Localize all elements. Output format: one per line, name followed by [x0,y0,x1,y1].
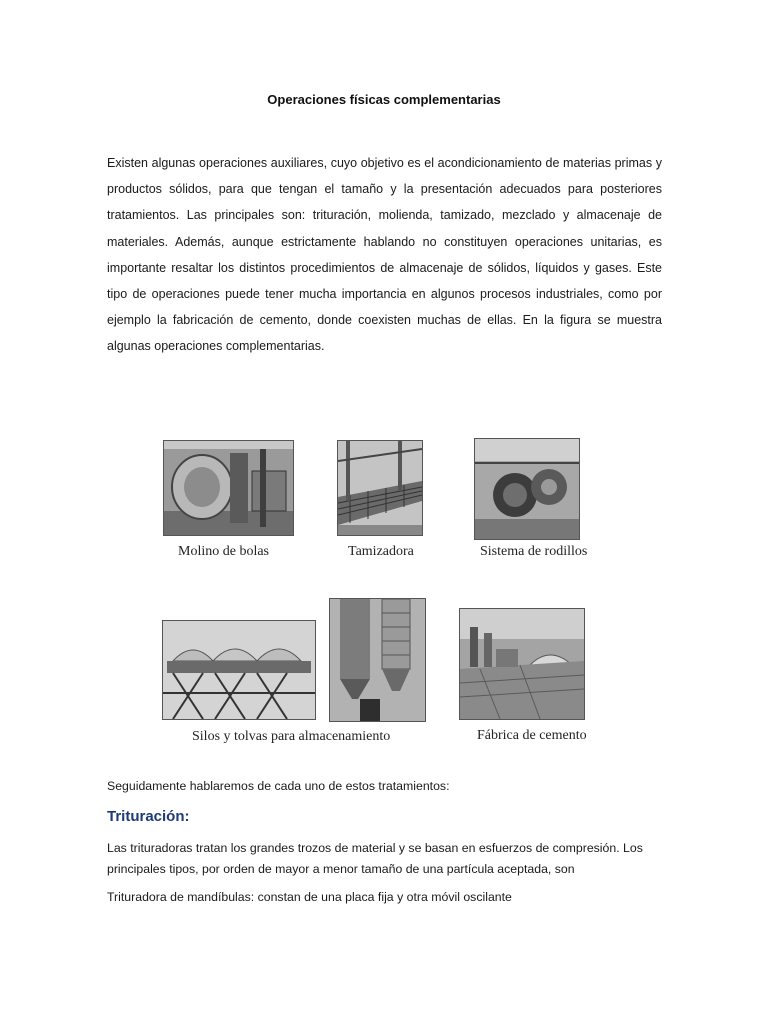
caption-silos: Silos y tolvas para almacenamiento [192,729,391,744]
trituradora-mandibulas-item: Trituradora de mandíbulas: constan de una placa fija y otra móvil oscilante [107,890,512,904]
caption-rodillos: Sistema de rodillos [480,544,588,559]
photo-sistema-de-rodillos [474,438,580,540]
photo-fabrica-de-cemento [459,608,585,720]
page-title: Operaciones físicas complementarias [267,92,501,107]
section-heading-trituracion: Trituración: [107,808,190,825]
photo-tolvas [329,598,426,722]
caption-molino: Molino de bolas [178,544,269,559]
trituracion-paragraph: Las trituradoras tratan los grandes trozos de material y se basan en esfuerzos de compresión. Los principales tipos, por orden de mayor a menor tamaño de una partícula aceptada, son [107,841,643,876]
photo-silos [162,620,316,720]
intro-paragraph: Existen algunas operaciones auxiliares, cuyo objetivo es el acondicionamiento de materias primas y productos sólidos, para que tengan el tamaño y la presentación adecuados para posteriores tratamientos. Las principales son: trituración, molienda, tamizado, mezclado y almacenaje de materiales. Además, aunque estrictamente hablando no constituyen operaciones unitarias, es importante resaltar los distintos procedimientos de almacenaje de sólidos, líquidos y gases. Este tipo de operaciones puede tener mucha importancia en algunos procesos industriales, como por ejemplo la fabricación de cemento, donde coexisten muchas de ellas. En la figura se muestra algunas operaciones complementarias. [107,156,662,354]
photo-tamizadora [337,440,423,536]
photo-molino-de-bolas [163,440,294,536]
caption-fabrica: Fábrica de cemento [477,728,587,743]
caption-tamizadora: Tamizadora [348,544,414,559]
transition-text: Seguidamente hablaremos de cada uno de estos tratamientos: [107,779,450,793]
